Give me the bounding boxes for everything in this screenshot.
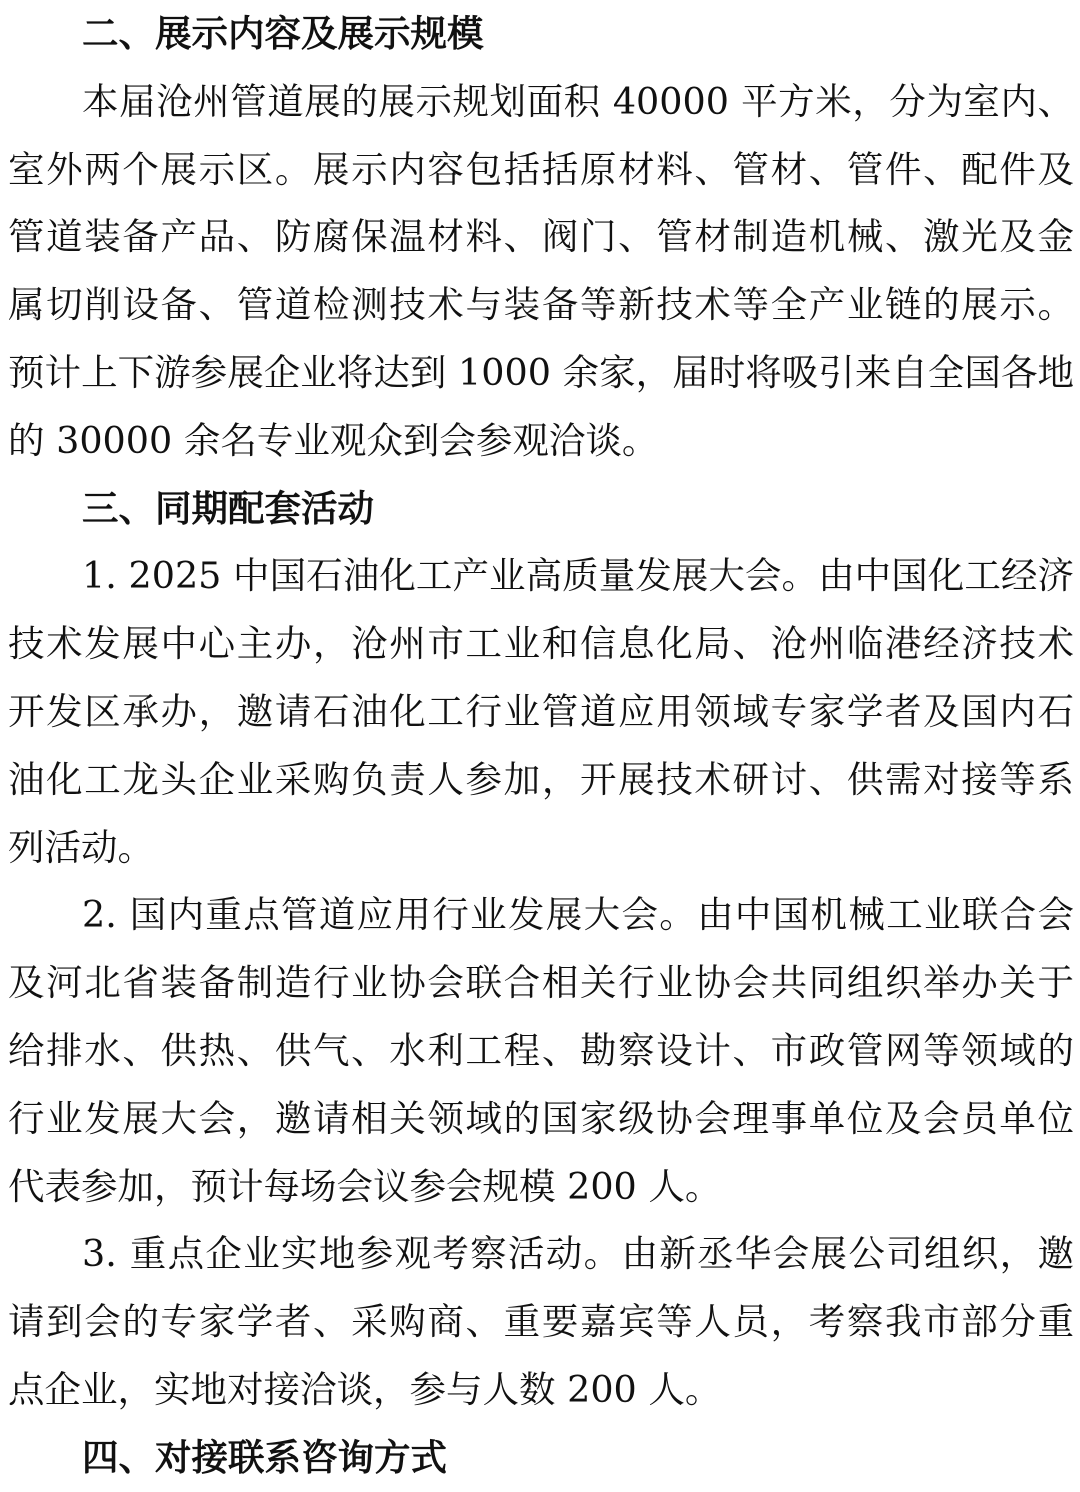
paragraph-line: 开发区承办，邀请石油化工行业管道应用领域专家学者及国内石 [8,689,1074,733]
paragraph-line: 油化工龙头企业采购负责人参加，开展技术研讨、供需对接等系 [8,757,1074,801]
paragraph-line: 及河北省装备制造行业协会联合相关行业协会共同组织举办关于 [8,961,1074,1005]
paragraph-line: 管道装备产品、防腐保温材料、阀门、管材制造机械、激光及金 [8,215,1074,259]
paragraph-line: 预计上下游参展企业将达到 1000 余家，届时将吸引来自全国各地 [8,350,1074,394]
paragraph-line: 1. 2025 中国石油化工产业高质量发展大会。由中国化工经济 [82,554,1074,598]
paragraph-line: 列活动。 [8,825,154,869]
paragraph-line: 3. 重点企业实地参观考察活动。由新丞华会展公司组织，邀 [82,1232,1074,1276]
paragraph-line: 室外两个展示区。展示内容包括括原材料、管材、管件、配件及 [8,147,1074,191]
paragraph-line: 行业发展大会，邀请相关领域的国家级协会理事单位及会员单位 [8,1096,1074,1140]
document-page [8,0,1074,1492]
section-heading-display-content: 二、展示内容及展示规模 [82,12,484,55]
paragraph-line: 本届沧州管道展的展示规划面积 40000 平方米，分为室内、 [82,79,1074,123]
paragraph-line: 代表参加，预计每场会议参会规模 200 人。 [8,1164,722,1208]
paragraph-line: 点企业，实地对接洽谈，参与人数 200 人。 [8,1367,722,1411]
paragraph-line: 给排水、供热、供气、水利工程、勘察设计、市政管网等领域的 [8,1028,1074,1072]
paragraph-line: 2. 国内重点管道应用行业发展大会。由中国机械工业联合会 [82,893,1074,937]
section-heading-side-events: 三、同期配套活动 [82,486,374,530]
paragraph-line: 属切削设备、管道检测技术与装备等新技术等全产业链的展示。 [8,283,1074,327]
paragraph-line: 的 30000 余名专业观众到会参观洽谈。 [8,418,659,462]
section-heading-contact: 四、对接联系咨询方式 [82,1435,447,1479]
paragraph-line: 技术发展中心主办，沧州市工业和信息化局、沧州临港经济技术 [8,622,1074,666]
paragraph-line: 请到会的专家学者、采购商、重要嘉宾等人员，考察我市部分重 [8,1300,1074,1344]
